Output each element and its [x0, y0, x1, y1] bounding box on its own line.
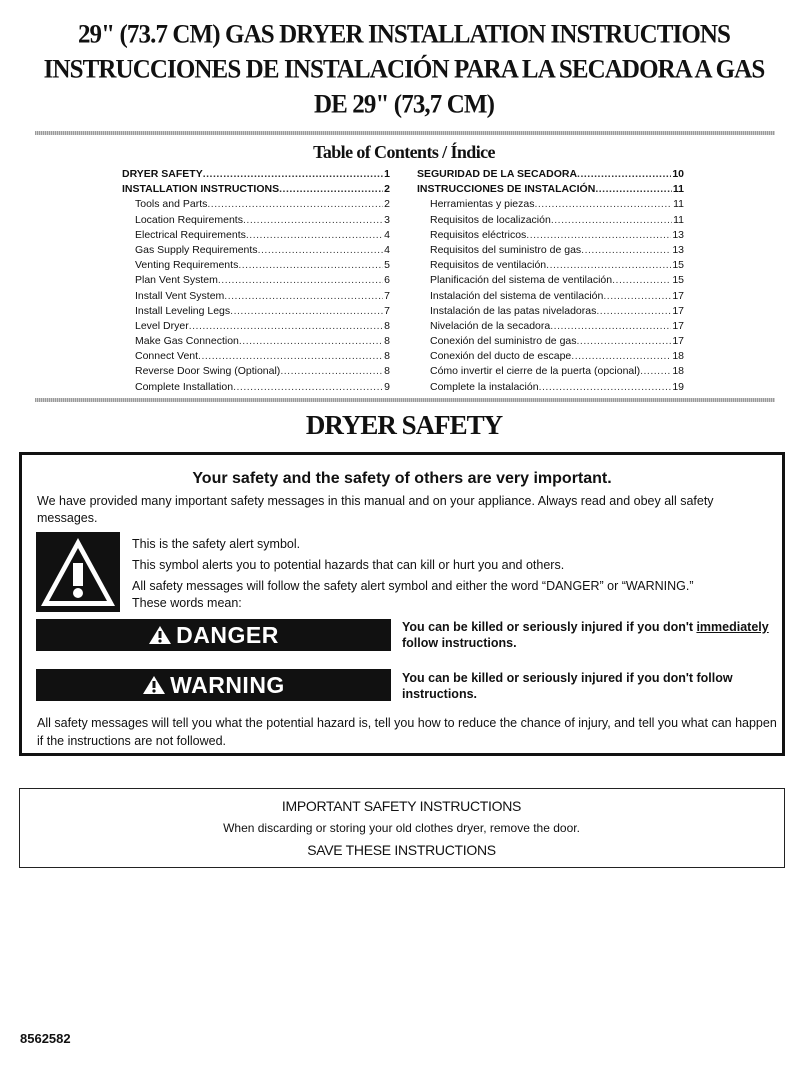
toc-entry-page: 19: [672, 380, 684, 393]
toc-leader-dots: [280, 364, 383, 379]
toc-leader-dots: [218, 273, 383, 288]
toc-entry-label: Nivelación de la secadora: [430, 319, 551, 332]
toc-entry-label: Tools and Parts: [135, 198, 208, 211]
warning-label: WARNING: [170, 671, 285, 698]
title-line-1: 29" (73.7 CM) GAS DRYER INSTALLATION INSTRUCTIONS: [77, 20, 731, 49]
toc-entry: [122, 273, 390, 288]
toc-entry: [122, 304, 390, 319]
toc-leader-dots: [203, 167, 383, 182]
divider-rule: [35, 131, 775, 135]
toc-leader-dots: [258, 243, 384, 258]
toc-entry: [122, 197, 390, 212]
toc-entry-label: Electrical Requirements: [135, 228, 246, 241]
safety-alert-icon: [36, 532, 120, 612]
toc-entry: [417, 380, 684, 395]
save-instructions-text: SAVE THESE INSTRUCTIONS: [307, 842, 496, 858]
toc-leader-dots: [224, 289, 383, 304]
toc-leader-dots: [243, 213, 383, 228]
toc-entry-page: 17: [672, 335, 684, 348]
toc-entry-label: Install Vent System: [135, 289, 225, 302]
toc-leader-dots: [571, 349, 671, 364]
toc-leader-dots: [640, 364, 671, 379]
part-number: 8562582: [20, 1031, 71, 1046]
toc-entry-label: INSTRUCCIONES DE INSTALACIÓN: [417, 183, 596, 196]
toc-entry: [122, 228, 390, 243]
symbol-line-2: This symbol alerts you to potential hazards that can kill or hurt you and others.: [132, 558, 565, 572]
toc-entry-label: Planificación del sistema de ventilación: [430, 274, 613, 287]
toc-entry: [122, 364, 390, 379]
toc-entry: [417, 167, 684, 182]
toc-entry-label: INSTALLATION INSTRUCTIONS: [122, 183, 280, 196]
toc-entry-page: 17: [672, 304, 684, 317]
toc-english-column: [122, 167, 390, 395]
toc-entry: [417, 243, 684, 258]
toc-entry-page: 8: [384, 335, 390, 348]
toc-entry: [122, 213, 390, 228]
toc-entry: [417, 182, 684, 197]
toc-entry-label: Instalación de las patas niveladoras: [430, 304, 597, 317]
toc-entry: [122, 182, 390, 197]
toc-entry: [122, 380, 390, 395]
toc-entry: [122, 319, 390, 334]
toc-entry-page: 17: [672, 289, 684, 302]
danger-text-emphasis: immediately: [696, 620, 769, 634]
toc-entry: [417, 349, 684, 364]
safety-intro: We have provided many important safety messages in this manual and on your appliance. Always read and obey all safety messages.: [37, 494, 714, 525]
toc-entry: [417, 289, 684, 304]
title-line-3: DE 29" (73,7 CM): [313, 90, 494, 119]
toc-spanish-column: [417, 167, 684, 395]
toc-entry: [122, 258, 390, 273]
toc-entry-label: Gas Supply Requirements: [135, 243, 258, 256]
toc-entry-label: Plan Vent System: [135, 274, 218, 287]
important-instructions-box: [19, 788, 785, 868]
toc-entry-page: 11: [673, 198, 684, 211]
toc-entry-page: 1: [384, 168, 390, 180]
toc-leader-dots: [550, 319, 671, 334]
symbol-line-3: All safety messages will follow the safety alert symbol and either the word “DANGER” or “WARNING.”: [132, 579, 694, 593]
toc-leader-dots: [577, 334, 672, 349]
toc-entry-label: Requisitos eléctricos: [430, 228, 527, 241]
toc-entry-page: 13: [672, 228, 684, 241]
toc-entry-label: Requisitos de localización: [430, 213, 551, 226]
toc-entry-page: 6: [384, 274, 390, 287]
toc-entry-label: Requisitos de ventilación: [430, 259, 547, 272]
toc-entry-page: 8: [384, 365, 390, 378]
toc-leader-dots: [596, 304, 671, 319]
toc-entry-label: Reverse Door Swing (Optional): [135, 365, 281, 378]
toc-entry: [417, 334, 684, 349]
toc-entry: [417, 319, 684, 334]
toc-leader-dots: [612, 273, 671, 288]
toc-entry-label: SEGURIDAD DE LA SECADORA: [417, 168, 578, 180]
toc-entry-label: Complete la instalación: [430, 380, 539, 393]
toc-entry-label: Connect Vent: [135, 350, 199, 363]
symbol-line-1: This is the safety alert symbol.: [132, 537, 301, 551]
toc-entry-page: 18: [672, 350, 684, 363]
toc-entry: [417, 228, 684, 243]
danger-text-start: You can be killed or seriously injured if you don't: [402, 620, 697, 634]
toc-entry-label: Conexión del ducto de escape: [430, 350, 572, 363]
toc-leader-dots: [581, 243, 671, 258]
toc-entry-page: 5: [384, 259, 390, 272]
toc-entry: [122, 167, 390, 182]
toc-entry-label: Venting Requirements: [135, 259, 239, 272]
toc-leader-dots: [238, 258, 383, 273]
toc-entry: [417, 213, 684, 228]
document-title: [20, 17, 788, 122]
toc-entry: [122, 349, 390, 364]
toc-entry: [417, 364, 684, 379]
safety-outro: All safety messages will tell you what the potential hazard is, tell you how to reduce the chance of injury, and tell you what can happen if the instructions are not followed.: [37, 716, 777, 748]
toc-leader-dots: [279, 182, 383, 197]
toc-entry-page: 17: [672, 319, 684, 332]
danger-label: DANGER: [176, 621, 279, 648]
alert-triangle-icon: [142, 675, 166, 695]
toc-entry-page: 7: [384, 289, 390, 302]
toc-entry-page: 11: [673, 213, 684, 226]
toc-leader-dots: [189, 319, 383, 334]
toc-entry: [417, 197, 684, 212]
toc-entry-page: 2: [384, 198, 390, 211]
toc-entry-label: Cómo invertir el cierre de la puerta (opcional): [430, 365, 641, 378]
toc-entry-label: Location Requirements: [135, 213, 243, 226]
toc-entry: [122, 243, 390, 258]
toc-leader-dots: [534, 197, 672, 212]
toc-leader-dots: [239, 334, 383, 349]
toc-entry-label: DRYER SAFETY: [122, 168, 203, 180]
toc-entry-page: 2: [384, 183, 390, 196]
toc-leader-dots: [526, 228, 671, 243]
toc-leader-dots: [230, 304, 383, 319]
toc-entry-label: Make Gas Connection: [135, 335, 239, 348]
symbol-line-4: These words mean:: [132, 596, 242, 610]
toc-entry-page: 8: [384, 350, 390, 363]
important-heading: IMPORTANT SAFETY INSTRUCTIONS: [281, 798, 522, 814]
danger-description: [402, 619, 782, 651]
danger-text-end: follow instructions.: [402, 636, 517, 650]
toc-entry-page: 9: [384, 380, 390, 393]
toc-entry-label: Level Dryer: [135, 319, 189, 332]
toc-entry: [417, 258, 684, 273]
divider-rule: [35, 398, 775, 402]
safety-heading: Your safety and the safety of others are very important.: [192, 470, 612, 487]
warning-description: You can be killed or seriously injured if you don't follow instructions.: [402, 671, 733, 701]
toc-entry-label: Conexión del suministro de gas: [430, 335, 577, 348]
toc-leader-dots: [551, 213, 672, 228]
toc-entry-label: Herramientas y piezas: [430, 198, 535, 211]
toc-leader-dots: [546, 258, 671, 273]
danger-signal-bar: [36, 619, 391, 651]
toc-entry-page: 4: [384, 243, 390, 256]
toc-entry: [122, 334, 390, 349]
toc-leader-dots: [246, 228, 383, 243]
toc-leader-dots: [595, 182, 672, 197]
toc-entry-page: 3: [384, 213, 390, 226]
toc-entry-page: 4: [384, 228, 390, 241]
toc-entry-page: 11: [672, 183, 684, 196]
toc-leader-dots: [577, 167, 671, 182]
section-title: DRYER SAFETY: [305, 410, 503, 440]
important-text: When discarding or storing your old clothes dryer, remove the door.: [223, 821, 580, 835]
toc-entry: [122, 289, 390, 304]
toc-entry-page: 15: [672, 274, 684, 287]
warning-signal-bar: [36, 669, 391, 701]
toc-leader-dots: [539, 380, 672, 395]
alert-triangle-icon: [148, 625, 172, 645]
toc-leader-dots: [603, 289, 671, 304]
toc-entry-page: 7: [384, 304, 390, 317]
toc-entry-page: 13: [672, 243, 684, 256]
toc-entry-page: 8: [384, 319, 390, 332]
toc-heading: Table of Contents / Índice: [313, 142, 495, 162]
toc-entry-page: 15: [672, 259, 684, 272]
toc-entry-page: 18: [672, 365, 684, 378]
toc-entry-label: Install Leveling Legs: [135, 304, 231, 317]
toc-leader-dots: [207, 197, 383, 212]
safety-box: [19, 452, 785, 756]
toc-entry-label: Complete Installation: [135, 380, 234, 393]
toc-entry: [417, 273, 684, 288]
toc-entry-label: Requisitos del suministro de gas: [430, 243, 582, 256]
toc-leader-dots: [233, 380, 383, 395]
title-line-2: INSTRUCCIONES DE INSTALACIÓN PARA LA SECADORA A GAS: [43, 55, 765, 84]
toc-entry: [417, 304, 684, 319]
toc-entry-label: Instalación del sistema de ventilación: [430, 289, 604, 302]
toc-leader-dots: [198, 349, 383, 364]
toc-entry-page: 10: [672, 168, 684, 180]
